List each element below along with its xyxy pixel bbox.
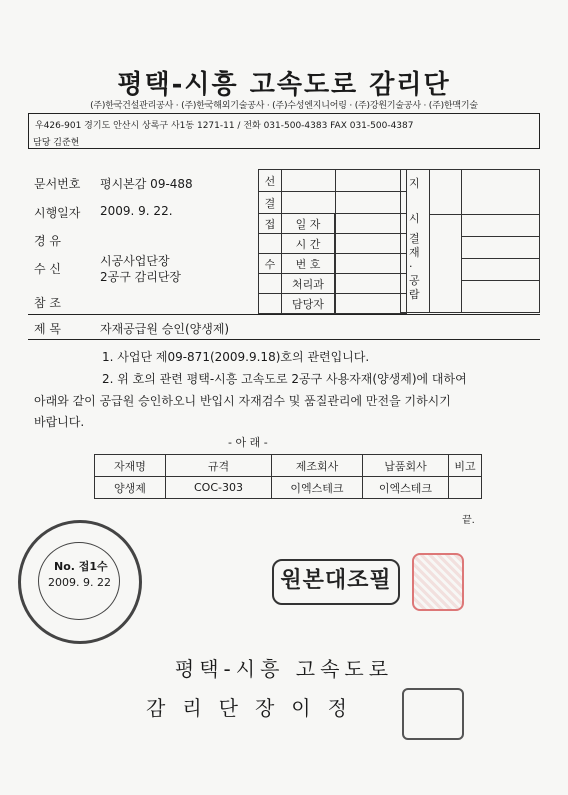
contact-line: 담당 김준현: [33, 138, 80, 148]
letterhead-title: 평택-시흥 고속도로 감리단: [117, 70, 451, 100]
divider: [28, 339, 540, 340]
route-vertical-label: 결재 · 공람: [409, 232, 420, 301]
route-cell: 일 자: [282, 214, 335, 234]
route-cell: [282, 170, 336, 192]
via-label: 경 유: [34, 234, 61, 248]
end-mark: 끝.: [462, 515, 475, 526]
table-header-cell: 자재명: [95, 455, 166, 477]
doc-no-label: 문서번호: [34, 177, 81, 191]
date-value: 2009. 9. 22.: [100, 204, 173, 218]
recipient-line-2: 2공구 감리단장: [100, 270, 182, 284]
materials-table: [94, 454, 482, 499]
doc-no-value: 평시본감 09-488: [100, 177, 193, 191]
body-line-2: 2. 위 호의 관련 평택-시흥 고속도로 2공구 사용자재(양생제)에 대하여: [102, 372, 467, 386]
table-cell: [449, 477, 482, 499]
subject-label: 제 목: [34, 322, 61, 336]
official-seal-icon: [402, 688, 464, 740]
footer-organization: 평택-시흥 고속도로: [174, 657, 394, 681]
route-instruct-label: 시: [409, 212, 420, 225]
body-line-3: 아래와 같이 공급원 승인하오니 반입시 자재검수 및 품질관리에 만전을 기하시기: [34, 394, 451, 408]
table-header-cell: 비고: [449, 455, 482, 477]
route-cell: 결: [259, 192, 282, 214]
route-cell: [336, 294, 407, 314]
route-cell: 시 간: [282, 234, 335, 254]
address-line: 우426-901 경기도 안산시 상록구 사1동 1271-11 / 전화 031-500-4383 FAX 031-500-4387: [35, 121, 414, 131]
red-seal-icon: [412, 553, 464, 611]
recipient-label: 수 신: [34, 262, 61, 276]
route-cell: 선: [259, 170, 282, 192]
route-cell: 접: [259, 214, 282, 234]
table-header-cell: 제조회사: [272, 455, 363, 477]
table-header-cell: 납품회사: [363, 455, 449, 477]
member-organizations: (주)한국건설관리공사 · (주)한국해외기술공사 · (주)수성엔지니어링 · (주)강원기술공사 · (주)한맥기술: [90, 101, 478, 111]
route-instruct-label: 지: [409, 177, 420, 190]
body-line-1: 1. 사업단 제09-871(2009.9.18)호의 관련입니다.: [102, 350, 370, 364]
table-header-row: [95, 455, 482, 477]
route-cell: [259, 274, 282, 294]
table-cell: 이엑스테크: [272, 477, 363, 499]
address-box: [28, 113, 540, 149]
route-cell: [336, 192, 407, 214]
route-cell: [282, 192, 336, 214]
route-cell: [336, 274, 407, 294]
table-header-cell: 규격: [166, 455, 272, 477]
original-copy-stamp: 원본대조필: [272, 559, 400, 605]
receipt-date: 2009. 9. 22: [48, 576, 111, 589]
route-cell: 수: [259, 254, 282, 274]
below-heading: - 아 래 -: [228, 436, 268, 449]
receipt-number: No. 접1수: [54, 560, 108, 573]
reference-label: 참 조: [34, 296, 61, 310]
route-cell: [336, 214, 407, 234]
route-cell: [259, 234, 282, 254]
approval-box: [400, 169, 540, 313]
divider: [28, 314, 540, 315]
route-cell: [336, 170, 407, 192]
subject-value: 자재공급원 승인(양생제): [100, 322, 230, 336]
route-cell: 처리과: [282, 274, 335, 294]
route-cell: [336, 254, 407, 274]
table-row: [95, 477, 482, 499]
approval-routing-table: [258, 169, 408, 314]
route-cell: 번 호: [282, 254, 335, 274]
route-cell: [259, 294, 282, 314]
table-cell: 이엑스테크: [363, 477, 449, 499]
date-label: 시행일자: [34, 206, 81, 220]
body-line-4: 바랍니다.: [34, 415, 85, 429]
route-cell: [336, 234, 407, 254]
recipient-line-1: 시공사업단장: [100, 254, 170, 268]
table-cell: 양생제: [95, 477, 166, 499]
footer-signatory: 감리단장이정: [146, 696, 364, 720]
route-cell: 담당자: [282, 294, 335, 314]
table-cell: COC-303: [166, 477, 272, 499]
